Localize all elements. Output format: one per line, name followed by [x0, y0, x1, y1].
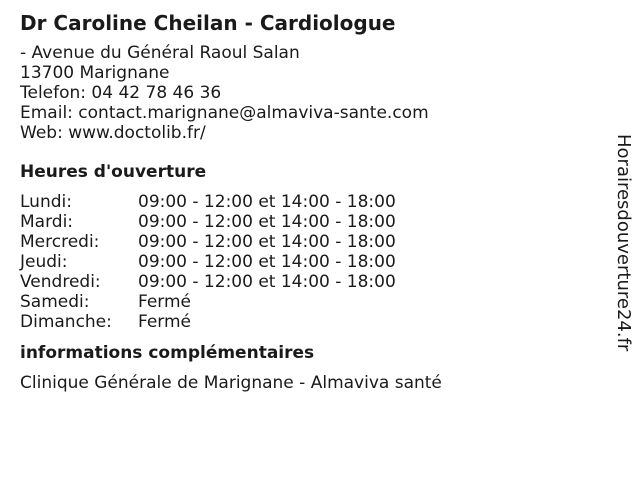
hours-row-wednesday: [20, 232, 590, 252]
hours-row-tuesday: [20, 212, 590, 232]
day-hours: Fermé: [138, 292, 192, 312]
contact-block: [20, 43, 590, 143]
listing-content: [20, 0, 590, 393]
hours-row-friday: [20, 272, 590, 292]
opening-hours-heading: Heures d'ouverture: [20, 162, 207, 182]
day-label: Samedi:: [20, 292, 90, 312]
day-hours: 09:00 - 12:00 et 14:00 - 18:00: [138, 232, 396, 252]
address-city: 13700 Marignane: [20, 63, 170, 83]
additional-info-text: Clinique Générale de Marignane - Almaviva santé: [20, 373, 442, 393]
day-hours: 09:00 - 12:00 et 14:00 - 18:00: [138, 252, 396, 272]
site-watermark: [611, 134, 635, 374]
day-hours: 09:00 - 12:00 et 14:00 - 18:00: [138, 192, 396, 212]
day-label: Jeudi:: [20, 252, 68, 272]
day-label: Mercredi:: [20, 232, 100, 252]
hours-row-saturday: [20, 292, 590, 312]
day-hours: 09:00 - 12:00 et 14:00 - 18:00: [138, 272, 396, 292]
day-hours: Fermé: [138, 312, 192, 332]
day-label: Vendredi:: [20, 272, 101, 292]
hours-row-sunday: [20, 312, 590, 332]
hours-row-monday: [20, 192, 590, 212]
additional-info-heading: informations complémentaires: [20, 343, 315, 363]
day-hours: 09:00 - 12:00 et 14:00 - 18:00: [138, 212, 396, 232]
phone-line: Telefon: 04 42 78 46 36: [20, 83, 222, 103]
day-label: Mardi:: [20, 212, 74, 232]
hours-row-thursday: [20, 252, 590, 272]
address-street: - Avenue du Général Raoul Salan: [20, 43, 300, 63]
page-title: Dr Caroline Cheilan - Cardiologue: [20, 11, 396, 35]
day-label: Dimanche:: [20, 312, 112, 332]
site-watermark-text: Horairesdouverture24.fr: [613, 134, 634, 352]
day-label: Lundi:: [20, 192, 72, 212]
email-line: Email: contact.marignane@almaviva-sante.com: [20, 103, 429, 123]
opening-hours-table: [20, 192, 590, 332]
website-line: Web: www.doctolib.fr/: [20, 123, 206, 143]
